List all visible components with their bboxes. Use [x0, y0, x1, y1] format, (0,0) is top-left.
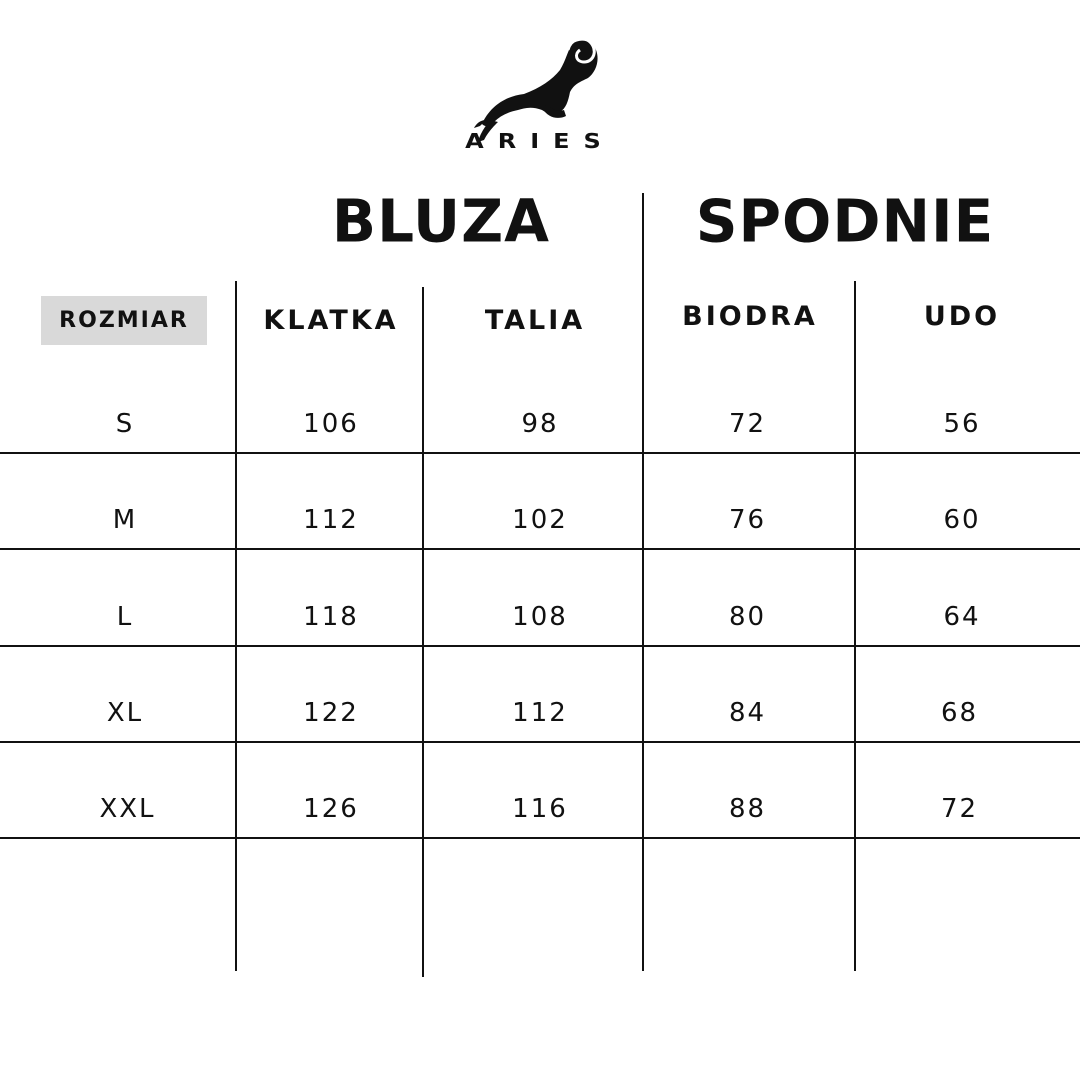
table-cell-hips: 88	[728, 794, 767, 824]
column-divider	[854, 281, 856, 971]
table-cell-chest: 112	[303, 505, 359, 535]
aries-logo	[420, 36, 660, 158]
header-waist: TALIA	[484, 305, 586, 336]
row-divider	[0, 452, 1080, 454]
group-title-bluza: BLUZA	[331, 186, 551, 256]
table-cell-chest: 106	[303, 409, 359, 439]
table-cell-chest: 122	[303, 698, 359, 728]
table-cell-hips: 84	[728, 698, 767, 728]
table-cell-thigh: 72	[940, 794, 979, 824]
column-divider	[235, 281, 237, 971]
group-divider	[642, 193, 644, 971]
header-hips: BIODRA	[682, 301, 818, 332]
row-divider	[0, 837, 1080, 839]
table-cell-thigh: 68	[940, 698, 979, 728]
table-cell-waist: 98	[521, 409, 559, 439]
table-cell-thigh: 64	[943, 602, 981, 632]
table-cell-waist: 116	[512, 794, 568, 824]
logo-text: ARIES	[465, 129, 615, 154]
table-cell-waist: 112	[512, 698, 568, 728]
table-cell-size: S	[115, 409, 135, 439]
table-cell-size: M	[112, 505, 138, 535]
row-divider	[0, 548, 1080, 550]
table-cell-chest: 126	[303, 794, 359, 824]
header-thigh: UDO	[923, 301, 1001, 332]
row-divider	[0, 741, 1080, 743]
column-divider	[422, 287, 424, 977]
table-cell-thigh: 56	[943, 409, 981, 439]
row-divider	[0, 645, 1080, 647]
table-cell-size: L	[116, 602, 134, 632]
table-cell-thigh: 60	[943, 505, 981, 535]
table-cell-waist: 108	[512, 602, 568, 632]
header-chest: KLATKA	[263, 305, 399, 336]
table-cell-hips: 76	[728, 505, 767, 535]
size-header-badge: ROZMIAR	[41, 296, 207, 345]
table-cell-hips: 72	[728, 409, 767, 439]
table-cell-size: XXL	[99, 794, 156, 824]
group-title-spodnie: SPODNIE	[695, 186, 995, 256]
table-cell-hips: 80	[728, 602, 767, 632]
table-cell-chest: 118	[303, 602, 359, 632]
ram-icon	[420, 36, 660, 158]
table-cell-size: XL	[106, 698, 144, 728]
table-cell-waist: 102	[512, 505, 568, 535]
